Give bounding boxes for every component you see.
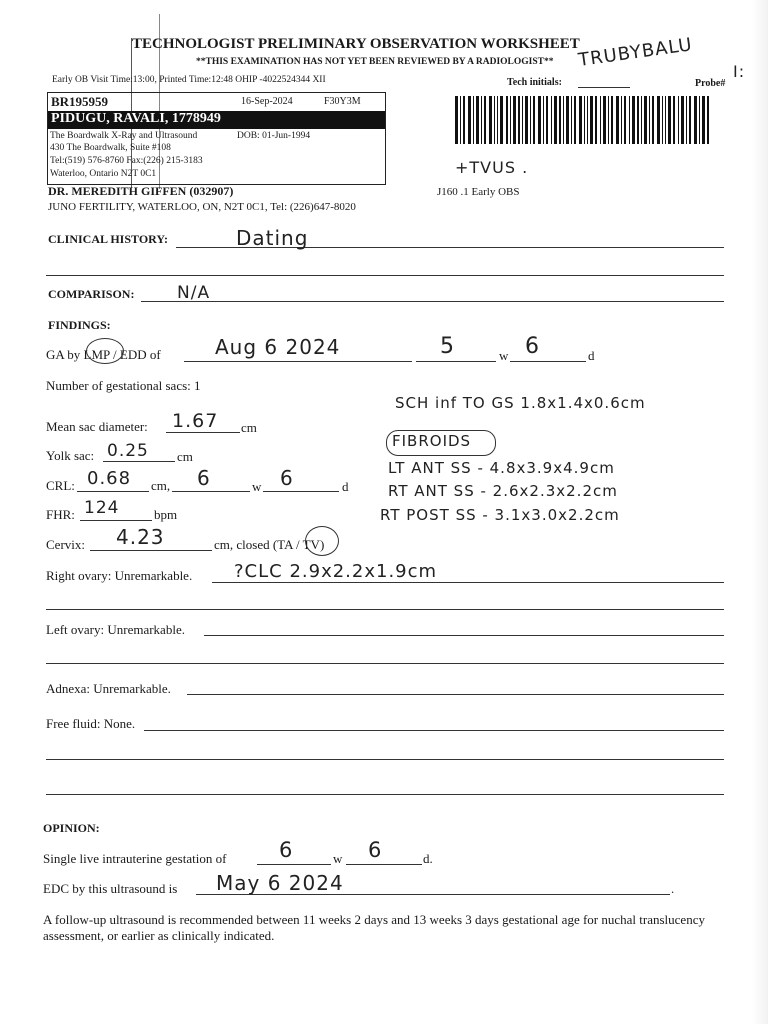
cervix-suffix: cm, closed (TA / TV): [214, 537, 325, 552]
fhr-line: [80, 520, 152, 521]
cervix-label: Cervix:: [46, 537, 85, 552]
patient-id: BR195959: [51, 94, 109, 109]
yolk-label: Yolk sac:: [46, 448, 95, 463]
opinion-weeks-line: [257, 864, 331, 865]
comparison-label: COMPARISON:: [48, 287, 135, 301]
msd-label: Mean sac diameter:: [46, 419, 148, 434]
ga-d: d: [588, 348, 595, 363]
referring-doctor: DR. MEREDITH GIFFEN (032907): [48, 184, 234, 198]
ga-weeks-value: 5: [440, 334, 455, 359]
follow-up-text: A follow-up ultrasound is recommended between 11 weeks 2 days and 13 weeks 3 days gestational age for nuchal translucency assessment, or earlier as clinically indicated.: [43, 912, 705, 943]
exam-code: J160 .1 Early OBS: [437, 186, 520, 198]
tv-circle: [305, 526, 339, 556]
findings-label: FINDINGS:: [48, 318, 111, 332]
msd-cm: cm: [241, 420, 257, 435]
blank-line: [46, 759, 724, 760]
blank-line: [46, 663, 724, 664]
left-ovary-line: [204, 635, 724, 636]
adnexa-line: [187, 694, 724, 695]
sch-note: SCH inf TO GS 1.8x1.4x0.6cm: [395, 394, 646, 412]
fibroid-rt-post: RT POST SS - 3.1x3.0x2.2cm: [380, 506, 620, 524]
page-edge: [752, 0, 768, 1024]
fhr-value: 124: [84, 498, 120, 518]
crl-value: 0.68: [87, 468, 132, 489]
opinion-d: d.: [423, 851, 433, 866]
patient-box: [47, 92, 386, 185]
clinical-history-value: Dating: [236, 226, 309, 250]
fhr-bpm: bpm: [154, 507, 178, 522]
free-fluid-line: [144, 730, 724, 731]
worksheet-title: TECHNOLOGIST PRELIMINARY OBSERVATION WORKSHEET: [132, 36, 580, 52]
tech-initials-value: TRUBYBALU: [577, 34, 694, 71]
yolk-value: 0.25: [107, 441, 149, 461]
edc-period: .: [671, 881, 675, 896]
crl-days-value: 6: [280, 466, 294, 490]
adnexa-label: Adnexa: Unremarkable.: [46, 681, 171, 696]
clinic-phone: Tel:(519) 576-8760 Fax:(226) 215-3183: [50, 156, 203, 166]
exam-date: 16-Sep-2024: [241, 96, 293, 107]
crl-weeks-value: 6: [197, 466, 211, 490]
patient-name-bar: [48, 111, 385, 129]
barcode: [455, 96, 710, 144]
opinion-label: OPINION:: [43, 821, 100, 835]
fibroid-rt-ant: RT ANT SS - 2.6x2.3x2.2cm: [388, 482, 618, 500]
crl-line: [77, 491, 149, 492]
exam-line: Early OB Visit Time:13:00, Printed Time:12:48 OHIP -4022524344 XII: [52, 75, 326, 85]
clinic-city: Waterloo, Ontario N2T 0C1: [50, 169, 157, 179]
right-ovary-line: [212, 582, 724, 583]
right-ovary-label: Right ovary: Unremarkable.: [46, 568, 193, 583]
crl-cm: cm,: [151, 478, 171, 493]
edc-label: EDC by this ultrasound is: [43, 881, 178, 896]
blank-line: [46, 609, 724, 610]
lmp-circle: [86, 338, 124, 364]
clinic-address: 430 The Boardwalk, Suite #108: [50, 143, 171, 153]
opinion-w: w: [333, 851, 343, 866]
msd-value: 1.67: [172, 410, 219, 432]
ga-edd-line: [184, 361, 412, 362]
comparison-line: [141, 301, 724, 302]
clinical-history-label: CLINICAL HISTORY:: [48, 232, 168, 246]
probe-value: I:: [733, 62, 746, 81]
crl-w: w: [252, 479, 262, 494]
crl-weeks-line: [172, 491, 250, 492]
crl-days-line: [263, 491, 339, 492]
msd-line: [166, 432, 240, 433]
tech-initials-label: Tech initials:: [507, 77, 562, 88]
ga-label: GA by LMP / EDD of: [46, 347, 161, 362]
cervix-line: [90, 550, 212, 551]
cervix-value: 4.23: [116, 525, 165, 549]
gestational-sacs: Number of gestational sacs: 1: [46, 378, 201, 393]
yolk-line: [103, 461, 175, 462]
left-ovary-label: Left ovary: Unremarkable.: [46, 622, 185, 637]
probe-label: Probe#: [695, 78, 726, 89]
blank-line: [46, 794, 724, 795]
patient-dob: DOB: 01-Jun-1994: [237, 131, 311, 141]
single-gestation-label: Single live intrauterine gestation of: [43, 851, 227, 866]
crl-d: d: [342, 479, 349, 494]
opinion-weeks-value: 6: [279, 838, 294, 862]
fibroid-lt-ant: LT ANT SS - 4.8x3.9x4.9cm: [388, 459, 615, 477]
clinic-name: The Boardwalk X-Ray and Ultrasound: [50, 131, 198, 141]
comparison-value: N/A: [177, 283, 211, 303]
ga-days-value: 6: [525, 334, 540, 359]
review-warning: **THIS EXAMINATION HAS NOT YET BEEN REVIEWED BY A RADIOLOGIST**: [196, 57, 554, 67]
opinion-days-line: [346, 864, 422, 865]
yolk-cm: cm: [177, 449, 193, 464]
ga-weeks-line: [416, 361, 496, 362]
right-ovary-value: ?CLC 2.9x2.2x1.9cm: [234, 561, 438, 582]
referring-clinic: JUNO FERTILITY, WATERLOO, ON, N2T 0C1, Tel: (226)647-8020: [48, 201, 356, 213]
patient-code: F30Y3M: [324, 96, 361, 107]
crl-label: CRL:: [46, 478, 75, 493]
blank-line: [46, 275, 724, 276]
patient-name: PIDUGU, RAVALI, 1778949: [51, 111, 221, 126]
edc-value: May 6 2024: [216, 871, 344, 895]
tvus-note: +TVUS .: [455, 158, 529, 177]
fibroids-heading: FIBROIDS: [392, 432, 472, 450]
fhr-label: FHR:: [46, 507, 75, 522]
free-fluid-label: Free fluid: None.: [46, 716, 136, 731]
tech-initials-line: [578, 87, 630, 88]
ga-edd-value: Aug 6 2024: [215, 335, 341, 359]
ga-days-line: [510, 361, 586, 362]
ga-w: w: [499, 348, 509, 363]
opinion-days-value: 6: [368, 838, 383, 862]
